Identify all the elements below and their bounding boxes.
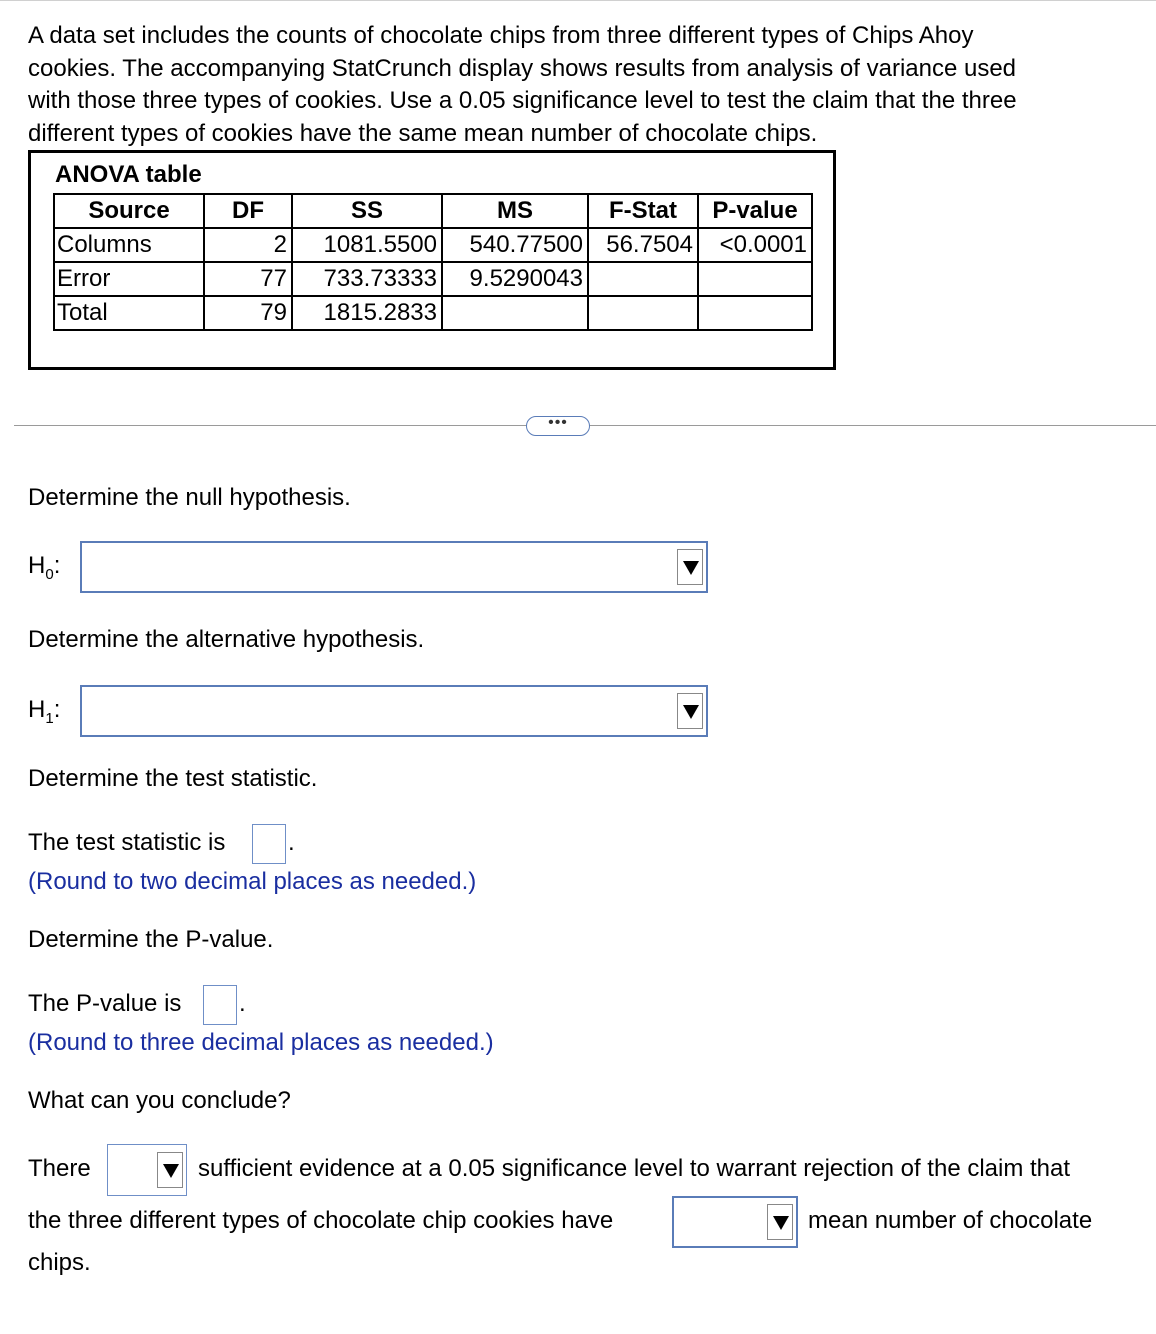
table-cell: Total (54, 296, 204, 330)
pvalue-prompt: Determine the P-value. (28, 926, 274, 953)
null-hypothesis-prompt: Determine the null hypothesis. (28, 484, 351, 511)
pvalue-label: The P-value is (28, 990, 182, 1017)
conclusion-text: chips. (28, 1249, 91, 1276)
header-cell: Source (54, 194, 204, 228)
round-hint: (Round to three decimal places as needed.) (28, 1029, 494, 1056)
anova-table (53, 193, 813, 331)
problem-line: cookies. The accompanying StatCrunch display shows results from analysis of variance used (28, 54, 1017, 82)
conclusion-text: sufficient evidence at a 0.05 significance level to warrant rejection of the claim that (198, 1155, 1071, 1182)
table-cell: 540.77500 (442, 228, 588, 262)
table-cell: 1081.5500 (292, 228, 442, 262)
top-divider (0, 0, 1156, 1)
problem-line: with those three types of cookies. Use a 0.05 significance level to test the claim that the three (28, 87, 1017, 114)
table-cell (698, 262, 812, 296)
h0-subscript: 0 (45, 565, 54, 583)
chevron-down-icon[interactable] (767, 1204, 793, 1240)
problem-line: different types of cookies have the same mean number of chocolate chips. (28, 119, 818, 147)
h0-label: $H_0$: (28, 552, 61, 583)
header-cell: DF (204, 194, 292, 228)
header-cell: P-value (698, 194, 812, 228)
table-cell (588, 296, 698, 330)
period: . (239, 990, 246, 1017)
table-cell: 2 (204, 228, 292, 262)
table-cell: 733.73333 (292, 262, 442, 296)
table-cell: 1815.2833 (292, 296, 442, 330)
table-row (54, 262, 812, 296)
header-cell: SS (292, 194, 442, 228)
more-button[interactable]: ••• (526, 416, 590, 436)
test-statistic-label: The test statistic is (28, 829, 226, 856)
table-row (54, 228, 812, 262)
chevron-down-icon[interactable] (677, 693, 703, 729)
period: . (288, 829, 295, 856)
header-cell: F-Stat (588, 194, 698, 228)
chevron-down-icon[interactable] (677, 549, 703, 585)
anova-title: ANOVA table (55, 161, 202, 188)
h1-label: $H_1$: (28, 696, 61, 727)
table-cell: 56.7504 (588, 228, 698, 262)
table-cell: Error (54, 262, 204, 296)
test-statistic-input[interactable] (252, 824, 286, 864)
table-cell (442, 296, 588, 330)
chevron-down-icon[interactable] (157, 1152, 183, 1188)
test-statistic-line (28, 829, 225, 857)
conclusion-text: the three different types of chocolate chip cookies have (28, 1207, 614, 1234)
table-cell: Columns (54, 228, 204, 262)
header-cell: MS (442, 194, 588, 228)
problem-statement (28, 20, 1138, 150)
evidence-dropdown[interactable] (107, 1144, 187, 1196)
problem-line: A data set includes the counts of chocolate chips from three different types of Chips Ahoy (28, 22, 974, 49)
alt-hypothesis-prompt: Determine the alternative hypothesis. (28, 626, 425, 653)
conclusion-there: There (28, 1155, 91, 1182)
conclude-prompt: What can you conclude? (28, 1087, 291, 1114)
h1-subscript: 1 (45, 709, 54, 727)
table-cell: 77 (204, 262, 292, 296)
table-row (54, 296, 812, 330)
pvalue-line (28, 990, 181, 1018)
round-hint: (Round to two decimal places as needed.) (28, 868, 477, 895)
h1-dropdown[interactable] (80, 685, 708, 737)
h0-letter: H (28, 552, 46, 579)
anova-table-panel (28, 150, 836, 370)
table-cell (698, 296, 812, 330)
anova-header-row (54, 194, 812, 228)
test-statistic-prompt: Determine the test statistic. (28, 765, 318, 792)
table-cell (588, 262, 698, 296)
table-cell: 79 (204, 296, 292, 330)
table-cell: <0.0001 (698, 228, 812, 262)
conclusion-text: mean number of chocolate (808, 1207, 1093, 1234)
table-cell: 9.5290043 (442, 262, 588, 296)
h0-dropdown[interactable] (80, 541, 708, 593)
h1-letter: H (28, 696, 46, 723)
mean-comparison-dropdown[interactable] (672, 1196, 798, 1248)
pvalue-input[interactable] (203, 985, 237, 1025)
